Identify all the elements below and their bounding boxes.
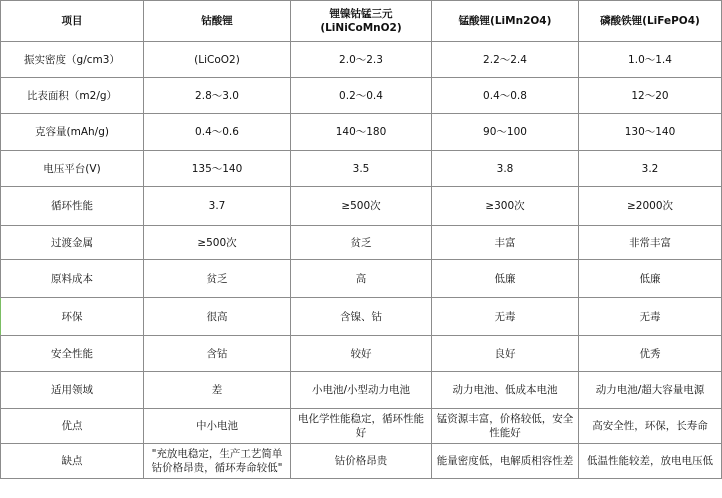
row-label: 循环性能 [1, 187, 144, 226]
table-cell: 2.0～2.3 [291, 42, 432, 78]
table-row [1, 444, 722, 479]
table-row [1, 372, 722, 409]
table-cell: 含钴 [144, 336, 291, 372]
row-label: 振实密度（g/cm3） [1, 42, 144, 78]
table-row [1, 42, 722, 78]
table-cell: 优秀 [579, 336, 722, 372]
table-cell: 0.4～0.8 [432, 78, 579, 114]
row-label: 适用领域 [1, 372, 144, 409]
table-cell: 高 [291, 260, 432, 298]
table-row [1, 336, 722, 372]
header-cell-lmo: 锰酸锂(LiMn2O4) [432, 1, 579, 42]
row-label: 过渡金属 [1, 226, 144, 260]
table-cell: 无毒 [579, 298, 722, 336]
table-cell: 含镍、钴 [291, 298, 432, 336]
table-cell: (LiCoO2) [144, 42, 291, 78]
table-cell: 90～100 [432, 114, 579, 151]
header-cell-lfp: 磷酸铁锂(LiFePO4) [579, 1, 722, 42]
table-row [1, 298, 722, 336]
table-cell: 3.2 [579, 151, 722, 187]
table-cell: 低廉 [579, 260, 722, 298]
table-cell: ≥500次 [144, 226, 291, 260]
table-cell: 动力电池、低成本电池 [432, 372, 579, 409]
table-row [1, 151, 722, 187]
table-cell: 2.2～2.4 [432, 42, 579, 78]
header-cell-nmc: 锂镍钴锰三元 (LiNiCoMnO2) [291, 1, 432, 42]
table-cell: 高安全性，环保，长寿命 [579, 409, 722, 444]
table-cell: 140～180 [291, 114, 432, 151]
header-row [1, 1, 722, 42]
table-cell: 很高 [144, 298, 291, 336]
table-cell: 动力电池/超大容量电源 [579, 372, 722, 409]
table-cell: ≥500次 [291, 187, 432, 226]
table-cell: 非常丰富 [579, 226, 722, 260]
table-cell: 0.4～0.6 [144, 114, 291, 151]
table-cell: 低温性能较差，放电电压低 [579, 444, 722, 479]
table-cell: 2.8～3.0 [144, 78, 291, 114]
table-cell: 0.2～0.4 [291, 78, 432, 114]
table-cell: 良好 [432, 336, 579, 372]
table-row [1, 409, 722, 444]
table-row [1, 226, 722, 260]
row-label: 缺点 [1, 444, 144, 479]
table-cell: 中小电池 [144, 409, 291, 444]
header-cell-item: 项目 [1, 1, 144, 42]
table-cell: "充放电稳定，生产工艺简单 钴价格昂贵，循环寿命较低" [144, 444, 291, 479]
table-cell: ≥2000次 [579, 187, 722, 226]
table-row [1, 260, 722, 298]
row-label: 环保 [1, 298, 144, 336]
table-cell: 135～140 [144, 151, 291, 187]
table-cell: 低廉 [432, 260, 579, 298]
table-cell: 无毒 [432, 298, 579, 336]
table-cell: 差 [144, 372, 291, 409]
row-label: 克容量(mAh/g) [1, 114, 144, 151]
table-cell: 较好 [291, 336, 432, 372]
table-cell: 3.8 [432, 151, 579, 187]
row-label: 原料成本 [1, 260, 144, 298]
table-row [1, 114, 722, 151]
table-cell: 1.0～1.4 [579, 42, 722, 78]
row-label: 比表面积（m2/g） [1, 78, 144, 114]
table-cell: ≥300次 [432, 187, 579, 226]
row-label: 电压平台(V) [1, 151, 144, 187]
table-cell: 贫乏 [291, 226, 432, 260]
table-cell: 锰资源丰富，价格较低，安全性能好 [432, 409, 579, 444]
table-cell: 丰富 [432, 226, 579, 260]
table-cell: 小电池/小型动力电池 [291, 372, 432, 409]
table-cell: 贫乏 [144, 260, 291, 298]
table-cell: 3.5 [291, 151, 432, 187]
table-cell: 12～20 [579, 78, 722, 114]
table-row [1, 187, 722, 226]
table-cell: 能量密度低，电解质相容性差 [432, 444, 579, 479]
table-cell: 钴价格昂贵 [291, 444, 432, 479]
row-label: 安全性能 [1, 336, 144, 372]
table-cell: 电化学性能稳定，循环性能好 [291, 409, 432, 444]
header-cell-lco: 钴酸锂 [144, 1, 291, 42]
table-row [1, 78, 722, 114]
table-cell: 130～140 [579, 114, 722, 151]
table-cell: 3.7 [144, 187, 291, 226]
row-label: 优点 [1, 409, 144, 444]
